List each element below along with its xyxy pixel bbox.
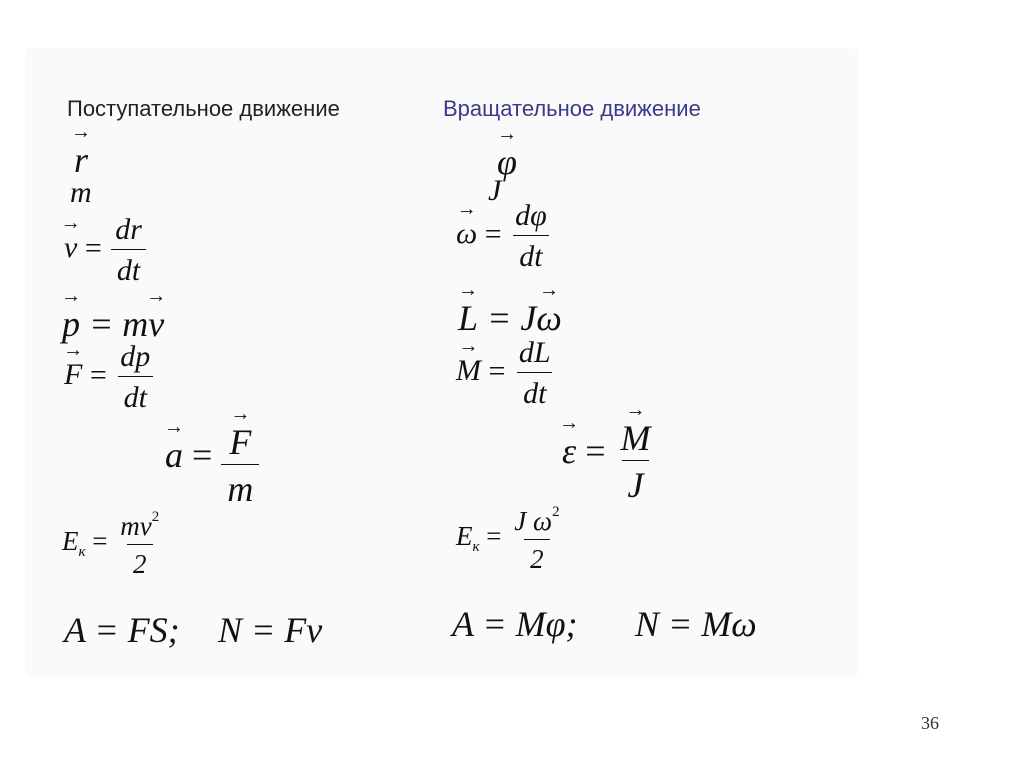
momentum-formula: → p = m→ v [62,292,164,342]
power-formula: N = Fv [218,610,323,650]
rotational-kinetic-energy-fraction: $\frac{J \omega^2}{2}$ [514,504,560,574]
rotational-header: Вращательное движение [443,96,701,121]
rotational-power-formula: N = Mω [635,604,757,644]
torque-formula: → M = $\frac{dL}{dt}$ [456,338,557,409]
work-formula: A = FS; [64,610,180,650]
angular-acceleration-formula: → ε = → $\frac{M}{J}$ [562,406,657,503]
translational-header: Поступательное движение [67,96,340,121]
kinetic-energy-formula: $E_к$ = $\frac{mv^2}{2}$ [62,510,165,578]
kinetic-energy-fraction: $\frac{mv^2}{2}$ [120,509,160,579]
angular-velocity-fraction: $\frac{d\varphi}{dt}$ [515,199,547,273]
page-number: 36 [921,713,939,733]
acceleration-fraction: → $\frac{F}{m}$ [221,410,259,507]
force-fraction: $\frac{dp}{dt}$ [114,342,156,413]
angle-vector: → φ [497,130,517,180]
angular-momentum-formula: → L = J→ ω [458,286,562,336]
angular-velocity-formula: → ω = $\frac{d\varphi}{dt}$ [456,201,553,272]
velocity-formula: → v = $\frac{dr}{dt}$ [64,215,148,286]
mass-symbol: m [70,176,92,209]
inertia-symbol: J [488,174,502,207]
force-formula: → F = $\frac{dp}{dt}$ [64,342,156,413]
angular-acceleration-fraction: → $\frac{M}{J}$ [615,406,657,503]
velocity-fraction: $\frac{dr}{dt}$ [109,215,148,286]
radius-vector: → r [74,128,88,178]
acceleration-formula: → a = → $\frac{F}{m}$ [165,410,259,507]
torque-fraction: $\frac{dL}{dt}$ [518,336,551,410]
rotational-work-formula: A = Mφ; [452,604,578,644]
rotational-kinetic-energy-formula: $E_к$ = $\frac{J \omega^2}{2}$ [456,505,566,573]
